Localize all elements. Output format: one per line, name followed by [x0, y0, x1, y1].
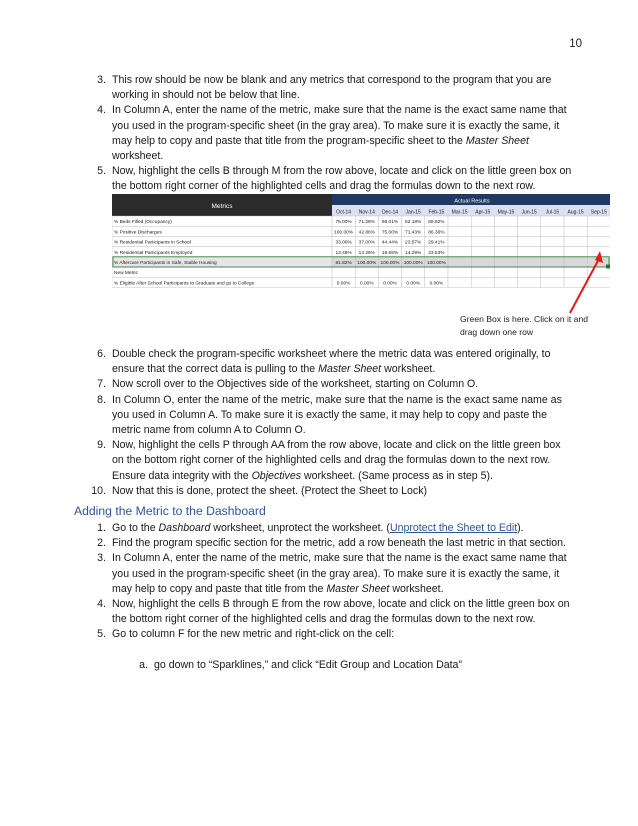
screenshot-caption: Green Box is here. Click on it and drag down one row [460, 314, 589, 337]
cell-value: 37.00% [358, 240, 375, 246]
text-run: Go to column F for the new metric and right-click on the cell: [112, 628, 395, 641]
row-label: % Residential Participants Employed [114, 250, 193, 256]
section-heading: Adding the Metric to the Dashboard [74, 504, 266, 518]
text-run: Double check the program-specific worksheet where the metric data was entered originally, to ensure that the correct data is pulling to the [112, 348, 551, 376]
data-cell [448, 247, 471, 257]
list-item-text [112, 597, 572, 627]
list-item-text [112, 627, 572, 642]
cell-value: 23.53% [428, 250, 445, 256]
list-item-number: a. [139, 659, 148, 671]
data-cell [471, 257, 494, 267]
cell-value: 0.00% [383, 281, 397, 287]
list-item [0, 551, 638, 597]
list-item [0, 658, 638, 673]
list-item-text [112, 551, 572, 597]
italic-term: Objectives [251, 469, 302, 482]
data-cell [564, 226, 587, 236]
list-item-text [154, 658, 574, 673]
data-cell [378, 267, 401, 277]
data-cell [518, 257, 541, 267]
cell-value: 81.82% [335, 261, 352, 266]
data-cell [564, 216, 587, 226]
list-item-number: 1. [97, 522, 106, 534]
month-header-label: Dec-14 [381, 209, 399, 216]
cell-value: 23.57% [405, 240, 422, 246]
data-cell [518, 277, 541, 287]
text-run: worksheet. [112, 150, 164, 163]
data-cell [587, 216, 610, 226]
italic-term: Master Sheet [465, 134, 529, 147]
list-item-number: 4. [97, 104, 106, 117]
text-run: ). [517, 522, 524, 534]
data-cell [471, 267, 494, 277]
cell-value: 100.00% [426, 261, 446, 266]
list-item-number: 3. [97, 74, 106, 86]
data-cell [518, 247, 541, 257]
list-item [0, 536, 638, 551]
data-cell [518, 267, 541, 277]
cell-value: 0.00% [429, 281, 444, 287]
data-cell [448, 257, 471, 267]
month-header-label: Apr-15 [475, 209, 491, 216]
list-item-number: 3. [97, 552, 106, 565]
data-cell [494, 267, 517, 277]
list-item [0, 393, 638, 439]
data-cell [494, 236, 517, 246]
month-header-label: Sep-15 [590, 209, 607, 216]
data-cell [332, 267, 355, 277]
data-cell [541, 216, 564, 226]
instruction-sublist [0, 658, 638, 673]
list-item [0, 347, 638, 377]
cell-value: 71.43% [405, 230, 422, 236]
cell-value: 0.00% [336, 281, 351, 287]
cell-value: 86.36% [428, 230, 445, 236]
row-label: New Metric [114, 271, 138, 277]
text-run: In Column A, enter the name of the metric, make sure that the name is the exact same name that you used in the program-specific sheet (in the gray area). To make sure it is exactly the same, it may help to copy and paste that title from the program-specific sheet to the [112, 104, 567, 147]
row-label: % Positive Discharges [114, 230, 162, 236]
list-item [0, 438, 638, 484]
instruction-list-objectives [0, 347, 638, 499]
text-run: Now, highlight the cells B through M from the row above, locate and click on the little green box on the bottom right corner of the highlighted cells and drag the formulas down to the next row. [112, 165, 572, 193]
cell-value: 100.00% [403, 261, 423, 266]
red-arrow-icon [560, 245, 610, 317]
list-item-number: 8. [97, 393, 106, 406]
text-run: This row should be now be blank and any metrics that correspond to the program that you are working in should not be below that line. [112, 74, 552, 102]
month-header-label: Aug-15 [567, 209, 584, 216]
data-cell [471, 277, 494, 287]
cell-value: 100.00% [334, 230, 354, 236]
cell-value: 13.48% [335, 250, 352, 256]
data-cell [471, 216, 494, 226]
cell-value: 62.18% [405, 220, 422, 226]
list-item-number: 5. [97, 628, 106, 641]
list-item [0, 627, 638, 642]
data-cell [448, 277, 471, 287]
data-cell [494, 226, 517, 236]
list-item-number: 5. [97, 165, 106, 178]
list-item-text [112, 484, 572, 499]
list-item-number: 9. [97, 439, 106, 452]
data-cell [425, 267, 448, 277]
list-item-number: 7. [97, 378, 106, 391]
data-cell [494, 257, 517, 267]
list-item-number: 2. [97, 537, 106, 550]
list-item-text [112, 393, 572, 439]
list-item [0, 597, 638, 627]
text-run: Now, highlight the cells B through E from the row above, locate and click on the little green box on the bottom right corner of the highlighted cells and drag the formulas down to the next row. [112, 598, 570, 626]
list-item-text [112, 103, 572, 164]
text-run: worksheet. (Same process as in step 5). [301, 469, 493, 482]
list-item-text [112, 347, 572, 377]
text-run: In Column A, enter the name of the metric, make sure that the name is the exact same name that you used in the program-specific sheet (in the gray area). To make sure it is exactly the same, it may help to copy and paste that title from the [112, 552, 567, 595]
cell-value: 44.44% [381, 240, 399, 246]
month-header-label: Jul-15 [545, 209, 560, 216]
list-item [0, 103, 638, 164]
month-header-label: Nov-14 [358, 209, 375, 216]
cell-value: 75.00% [381, 230, 399, 236]
data-cell [471, 247, 494, 257]
text-run: Find the program specific section for the metric, add a row beneath the last metric in that section. [112, 537, 566, 550]
month-header-label: Feb-15 [428, 209, 445, 216]
cell-value: 14.29% [405, 250, 422, 256]
header-actual-label: Actual Results [454, 198, 490, 205]
list-item [0, 164, 638, 194]
text-run: go down to “Sparklines,” and click “Edit Group and Location Data” [154, 659, 462, 671]
text-run: worksheet. [381, 363, 436, 376]
list-item [0, 521, 638, 536]
row-label: % Beds Filled (Occupancy) [114, 220, 172, 226]
cell-value: 68.01% [381, 220, 399, 226]
list-item-text [112, 536, 572, 551]
list-item-text [112, 73, 572, 103]
cell-value: 42.86% [358, 230, 375, 236]
list-item [0, 377, 638, 392]
text-run: worksheet. [389, 582, 444, 595]
cell-value: 0.00% [406, 281, 421, 287]
row-label: % Eligible After School Participants to Graduate and go to College [114, 281, 255, 287]
text-run: Now scroll over to the Objectives side of the worksheet, starting on Column O. [112, 378, 479, 391]
list-item-number: 6. [97, 348, 106, 360]
text-run: In Column O, enter the name of the metric, make sure that the name is the exact same name as you used in Column A. To make sure it is exactly the same, it may help to copy and paste the metric name from column A to Column O. [112, 393, 562, 437]
cell-value: 65.92% [428, 220, 445, 226]
month-header-label: Jun-15 [521, 209, 537, 216]
cell-value: 13.25% [358, 250, 375, 256]
data-cell [448, 267, 471, 277]
list-item-text [112, 164, 572, 194]
unprotect-sheet-link[interactable]: Unprotect the Sheet to Edit [389, 522, 518, 534]
data-cell [471, 236, 494, 246]
data-cell [402, 267, 425, 277]
cell-value: 33.00% [335, 240, 352, 246]
data-cell [355, 267, 378, 277]
data-cell [518, 236, 541, 246]
text-run: worksheet, unprotect the worksheet. ( [210, 522, 390, 534]
header-metrics-label: Metrics [211, 203, 233, 210]
month-header-label: May-15 [497, 209, 515, 216]
cell-value: 100.00% [380, 261, 400, 266]
instruction-list-dashboard [0, 521, 638, 643]
text-run: Now, highlight the cells P through AA from the row above, locate and click on the little green box on the bottom right corner of the highlighted cells and drag the formulas down to the next row. Ensure data integrity with the [112, 439, 561, 482]
row-label-cell [112, 267, 332, 277]
italic-term: Master Sheet [326, 582, 390, 595]
cell-value: 75.00% [335, 220, 352, 226]
data-cell [494, 247, 517, 257]
list-item-text [112, 377, 572, 392]
data-cell [541, 226, 564, 236]
list-item-text [112, 438, 572, 484]
cell-value: 29.41% [428, 240, 445, 246]
month-header-label: Mar-15 [451, 209, 468, 216]
italic-term: Master Sheet [318, 363, 382, 376]
data-cell [518, 226, 541, 236]
month-header-label: Jan-15 [405, 209, 421, 216]
cell-value: 71.28% [358, 220, 375, 226]
cell-value: 100.00% [357, 261, 377, 266]
list-item [0, 73, 638, 103]
list-item [0, 484, 638, 499]
text-run: Now that this is done, protect the sheet. (Protect the Sheet to Lock) [112, 484, 428, 497]
cell-value: 0.00% [359, 281, 374, 287]
data-cell [494, 216, 517, 226]
row-label: % Residential Participants in School [114, 240, 191, 246]
data-cell [587, 226, 610, 236]
spreadsheet-screenshot [112, 194, 610, 300]
list-item-number: 4. [97, 598, 106, 611]
data-cell [448, 216, 471, 226]
row-label: % Aftercare Participants in Safe, Stable Housing [114, 261, 217, 266]
month-header-label: Oct-14 [336, 209, 352, 216]
data-cell [448, 236, 471, 246]
list-item-text [112, 521, 572, 536]
italic-term: Dashboard [158, 522, 211, 534]
data-cell [518, 216, 541, 226]
data-cell [471, 226, 494, 236]
data-cell [448, 226, 471, 236]
cell-value: 18.65% [381, 250, 399, 256]
data-cell [494, 277, 517, 287]
instruction-list-master-sheet [0, 73, 638, 195]
text-run: Go to the [112, 522, 159, 534]
page-number: 10 [569, 38, 582, 50]
list-item-number: 10. [91, 484, 106, 497]
